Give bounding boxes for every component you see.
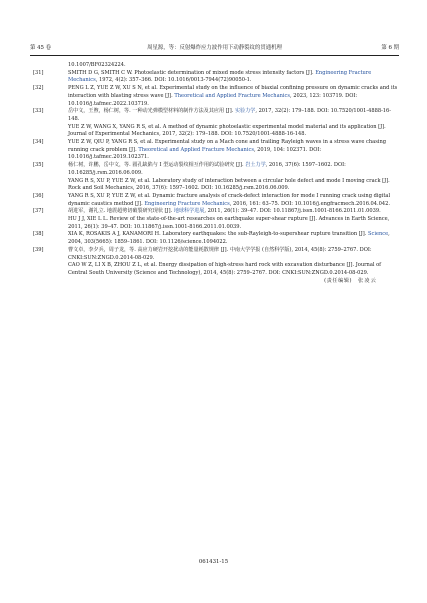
reference-item [33, 231, 399, 246]
reference-item [33, 85, 399, 108]
running-header [30, 42, 399, 54]
journal-link[interactable]: 实验力学 [234, 108, 256, 115]
continued-doi: 10.1007/BF02324224. [68, 62, 126, 68]
reference-segment: , 1972, 4(2): 357–366. DOI: 10.1016/0013-7944(72)90050-1. [95, 77, 252, 84]
reference-segment: , 2019, 104: 102371. DOI: 10.1016/j.tafmec.2019.102371. [68, 146, 322, 161]
page-number: 061431-15 [198, 559, 229, 565]
reference-text [68, 70, 399, 85]
reference-item [33, 193, 399, 208]
reference-english-version: YANG R S, XU P, YUE Z W, et al. Laboratory study of interaction between a circular hole defect and mode Ⅰ moving crack [J]. Rock and Soil Mechanics, 2016, 37(6): 1597–1602. DOI: 10.16285/j.rsm.2016.06.009. [68, 177, 390, 192]
reference-segment: , 2016, 161: 63–75. DOI: 10.1016/j.engfracmech.2016.04.042. [229, 200, 391, 207]
reference-number: [ 37 ] [33, 208, 43, 216]
reference-number: [ 33 ] [33, 108, 43, 116]
reference-text [68, 231, 399, 246]
reference-segment: , 2017, 32(2): 179–188. DOI: 10.7520/1001-4888-16-148. [68, 108, 391, 122]
journal-link[interactable]: 地球科学进展 [173, 208, 205, 215]
reference-segment: , 2004, 303(5665): 1859–1861. DOI: 10.1126/science.1094022. [68, 231, 390, 246]
reference-segment: 胡进军，谢礼立. 地震超剪切破裂研究现状 [J]. [68, 208, 174, 215]
reference-english-version: HU J J, XIE L L. Review of the state-of-the-art researches on earthquake super-shear rupture [J]. Advances in Earth Science, 2011, 26(1): 39–47. DOI: 10.11867/j.issn.1001-8166.2011.01.0039. [68, 216, 390, 230]
reference-segment: SMITH D G, SMITH C W. Photoelastic determination of mixed mode stress intensity factors [J]. [68, 69, 316, 76]
reference-number: [ 39 ] [33, 247, 43, 255]
running-title: 周星源，等：反射爆炸应力波作用下动静裂纹的贯通机理 [147, 45, 282, 51]
reference-segment: , 2023, 123: 103719. DOI: 10.1016/j.tafmec.2022.103719. [68, 92, 358, 107]
reference-text [68, 139, 399, 162]
journal-link[interactable]: Science [368, 231, 389, 238]
reference-segment: , 2016, 37(6): 1597–1602. DOI: 10.16285/j.rsm.2016.06.009. [68, 162, 346, 176]
reference-text [68, 108, 399, 123]
reference-segment: YANG R S, XU P, YUE Z W, et al. Dynamic fracture analysis of crack-defect interaction for mode Ⅰ running crack using digital dynamic caustics method [J]. [68, 192, 391, 207]
reference-number: [ 38 ] [33, 231, 43, 239]
issue-label: 第 6 期 [381, 45, 399, 51]
journal-link[interactable]: Theoretical and Applied Fracture Mechanics [174, 92, 290, 99]
reference-number: [ 32 ] [33, 85, 43, 93]
journal-link[interactable]: Engineering Fracture Mechanics [68, 69, 372, 84]
reference-number: [ 31 ] [33, 70, 43, 78]
reference-number: [ 36 ] [33, 193, 43, 201]
reference-segment: 岳中文，王煦，杨仁树，等. 一种动光弹模型材料的制作方法及其应用 [J]. [68, 108, 235, 115]
reference-segment: 曹文卓，李夕兵，周子龙，等. 高应力硬岩开挖扰动的能量耗散规律 [J]. 中南大学学报 (自然科学版), 2014, 45(8): 2759–2767. DOI: CNKI:SUN:ZNGD.0.2014-08-029. [68, 246, 372, 261]
header-rule [30, 55, 399, 56]
reference-item [33, 70, 399, 85]
reference-english-version: YUE Z W, WANG X, YANG R S, et al. A method of dynamic photoelastic experimental model material and its application [J]. Journal of Experimental Mechanics, 2017, 32(2): 179–188. DOI: 10.7520/1001-4888-16-148. [68, 123, 386, 138]
reference-english-version: CAO W Z, LI X B, ZHOU Z L, et al. Energy dissipation of high-stress hard rock with excavation disturbance [J]. Journal of Central South University (Science and Technology), 2014, 45(8): 2759–2767. DOI: CNKI:SUN:ZNGD.0.2014-08-029. [68, 262, 382, 276]
reference-text [68, 193, 399, 208]
journal-link[interactable]: Theoretical and Applied Fracture Mechanics [138, 146, 254, 153]
editor-label: ( 责任编辑 ) [324, 278, 352, 284]
reference-segment: XIA K, ROSAKIS A J, KANAMORI H. Laboratory earthquakes: the sub-Rayleigh-to-supershear rupture transition [J]. [68, 231, 369, 238]
reference-item [33, 139, 399, 162]
reference-continuation [33, 62, 399, 70]
reference-text [68, 247, 399, 262]
reference-list [33, 62, 399, 285]
reference-number: [ 34 ] [33, 139, 43, 147]
reference-item [33, 208, 399, 231]
journal-link[interactable]: 岩土力学 [245, 162, 266, 169]
editor-name: 张凌云 [358, 277, 377, 284]
reference-text [68, 208, 399, 216]
volume-label: 第 45 卷 [30, 45, 52, 51]
reference-segment: PENG L Z, YUE Z W, XU S N, et al. Experimental study on the influence of biaxial confining pressure on dynamic cracks and its interaction with blasting stress wave [J]. [68, 85, 398, 99]
reference-segment: , 2011, 26(1): 39–47. DOI: 10.11867/j.issn.1001-8166.2011.01.0039. [204, 208, 381, 215]
responsible-editor [33, 278, 399, 286]
reference-item [33, 162, 399, 193]
reference-number: [ 35 ] [33, 162, 43, 170]
reference-item [33, 247, 399, 278]
reference-text [68, 85, 399, 108]
reference-segment: YUE Z W, QIU P, YANG R S, et al. Experimental study on a Mach cone and trailing Rayleigh waves in a stress wave chasing running crack problem [J]. [68, 139, 386, 153]
reference-segment: 杨仁树，许鹏，岳中文，等. 圆孔缺陷与 I 型运动裂纹相互作用的试验研究 [J]. [68, 162, 246, 169]
reference-item [33, 108, 399, 139]
journal-link[interactable]: Engineering Fracture Mechanics [144, 200, 230, 207]
reference-text [68, 162, 399, 177]
